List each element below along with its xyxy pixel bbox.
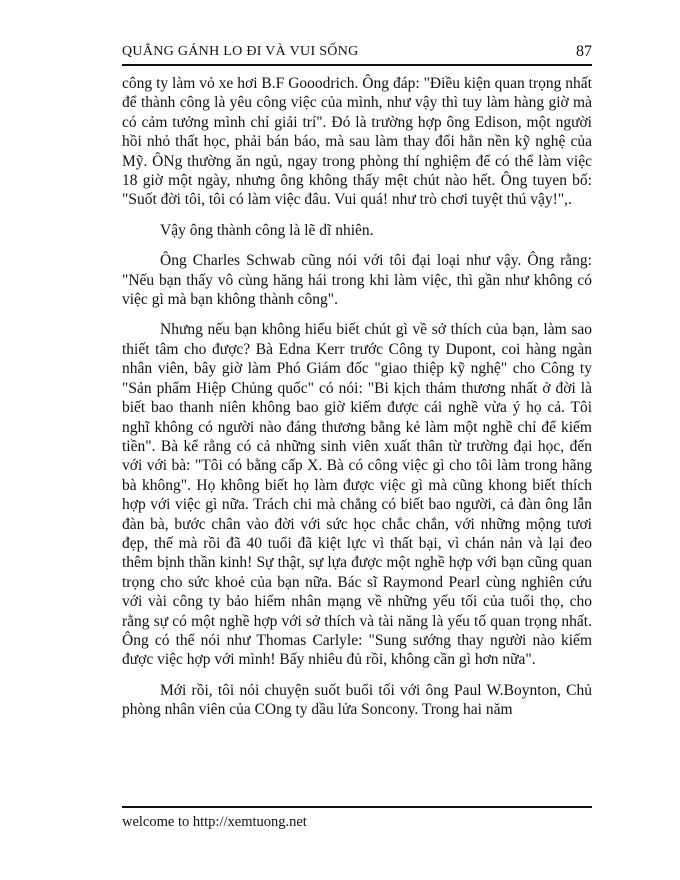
footer-rule bbox=[122, 806, 592, 808]
paragraph-5: Mới rồi, tôi nói chuyện suốt buổi tối với ông Paul W.Boynton, Chủ phòng nhân viên của COng ty dầu lửa Soncony. Trong hai năm bbox=[122, 681, 592, 719]
header-rule bbox=[122, 64, 592, 66]
paragraph-2: Vậy ông thành công là lẽ dĩ nhiên. bbox=[160, 221, 374, 239]
footer-website-link[interactable]: welcome to http://xemtuong.net bbox=[122, 814, 307, 830]
page-footer bbox=[122, 806, 592, 831]
page-header bbox=[122, 42, 592, 66]
body-text bbox=[122, 74, 592, 731]
paragraph-1: công ty làm vỏ xe hơi B.F Gooodrich. Ông đáp: "Điều kiện quan trọng nhất để thành công là yêu công việc của mình, như vậy thì tuy làm hàng giờ mà có cảm tưởng mình chỉ giải trí". Đó là trường hợp ông Edison, một người hồi nhỏ thất học, phải bán báo, mà sau làm thay đổi hẳn nền kỹ nghệ của Mỹ. ÔNg thường ăn ngủ, ngay trong phòng thí nghiệm để có thể làm việc 18 giờ một ngày, nhưng ông không thấy mệt chút nào hết. Ông tuyen bố: "Suốt đời tôi, tôi có làm việc đâu. Vui quá! như trò chơi tuyệt thú vậy!",. bbox=[122, 75, 592, 209]
paragraph-4: Nhưng nếu bạn không hiểu biết chút gì về sở thích của bạn, làm sao thiết tâm cho được? Bà Edna Kerr trước Công ty Dupont, coi hàng ngàn nhân viên, bây giờ làm Phó Giám đốc "giao thiệp kỹ nghệ" cho Công ty "Sản phẩm Hiệp Chủng quốc" có nói: "Bi kịch thảm thương nhất ở đời là biết bao thanh niên không bao giờ kiếm được cái nghề vừa ý họ cả. Tôi nghĩ không có người nào đáng thương bằng kẻ làm một nghề chỉ để kiếm tiền". Bà kể rằng có cả những sinh viên xuất thân từ trường đại học, đến với với bà: "Tôi có bằng cấp X. Bà có công việc gì cho tôi làm trong hãng bà không". Họ không biết họ làm được việc gì mà cũng khong biết thích hợp với việc gì nữa. Trách chi mà chẳng có biết bao người, cả đàn ông lẫn đàn bà, bước chân vào đời với sức học chắc chắn, với những mộng tươi đẹp, thế mà rồi đã 40 tuổi đã kiệt lực vì thất bại, vì chán nản và lại đeo thêm bịnh thần kinh! Sự thật, sự lựa được một nghề hợp với bạn cũng quan trọng cho sức khoẻ của bạn nữa. Bác sĩ Raymond Pearl cùng nghiên cứu với vài công ty bảo hiểm nhân mạng về những yếu tối của tuổi thọ, cho rằng sự có một nghề hợp với sở thích và tài năng là yếu tố quan trọng nhất. Ông có thể nói như Thomas Carlyle: "Sung sướng thay người nào kiếm được việc hợp với mình! Bấy nhiêu đủ rồi, không cần gì hơn nữa". bbox=[122, 321, 592, 669]
paragraph-3: Ông Charles Schwab cũng nói với tôi đại loại như vậy. Ông rằng: "Nếu bạn thấy vô cùng hăng hái trong khi làm việc, thì gần như không có việc gì mà bạn không thành công". bbox=[122, 252, 592, 309]
running-header-title: QUẲNG GÁNH LO ĐI VÀ VUI SỐNG bbox=[122, 44, 359, 59]
page-number: 87 bbox=[576, 43, 592, 60]
